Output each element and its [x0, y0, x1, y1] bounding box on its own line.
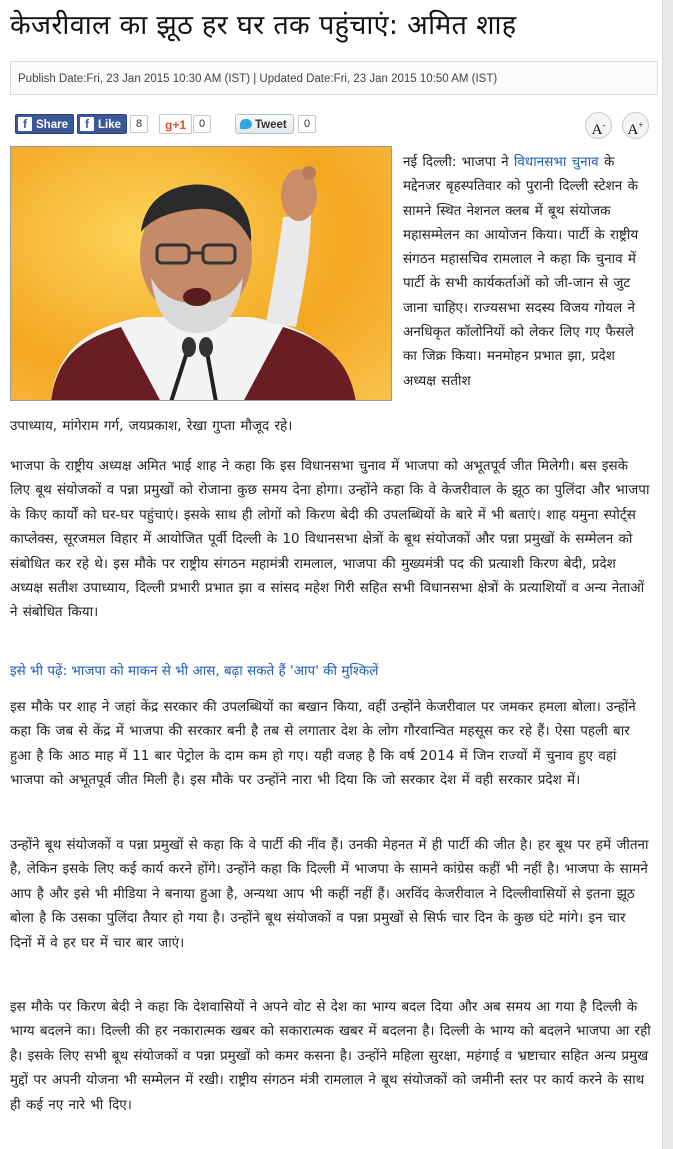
font-decrease-sign: -: [602, 120, 606, 130]
lead-text-rest: के मद्देनजर बृहस्पतिवार को पुरानी दिल्ली स्टेशन के सामने स्थित नेशनल क्लब में बूथ संयोजक महासम्मेलन का आयोजन किया। पार्टी के राष्ट्रीय संगठन महासचिव रामलाल ने कहा कि चुनाव में पार्टी के सभी कार्यकर्ताओं को जी-जान से जुट जाना चाहिए। राज्यसभा सदस्य विजय गोयल ने अनधिकृत कॉलोनियों को लेकर लिए गए फैसले का जिक्र किया। मनमोहन प्रभात झा, प्रदेश अध्यक्ष सतीश: [403, 154, 639, 389]
article-title: केजरीवाल का झूठ हर घर तक पहुंचाएं: अमित शाह: [10, 10, 517, 41]
font-increase-button[interactable]: [622, 112, 649, 139]
lead-text-start: नई दिल्ली: भाजपा ने: [403, 154, 514, 170]
lead-paragraph: [403, 150, 651, 393]
google-plus-button[interactable]: g+1: [159, 114, 192, 134]
amit-shah-speaking-photo: [10, 146, 392, 401]
font-increase-letter: A: [627, 122, 639, 138]
photo-illustration: [11, 147, 392, 401]
facebook-like-label: Like: [98, 119, 122, 131]
google-plus-count: 0: [193, 115, 211, 133]
body-paragraph-4: इस मौके पर किरण बेदी ने कहा कि देशवासियों ने अपने वोट से देश का भाग्य बदल दिया और अब समय आ गया है दिल्ली के भाग्य बदलने का। दिल्ली की हर नकारात्मक खबर को सकारात्मक खबर में बदलना है। दिल्ली के भाग्य को बदलने भाजपा आ रही है। इसके लिए सभी बूथ संयोजकों व पन्ना प्रमुखों को कमर कसना है। उन्होंने महिला सुरक्षा, महंगाई व भ्रष्टाचार सहित अन्य प्रमुख मुद्दों पर अपनी योजना भी सम्मेलन में रखी। राष्ट्रीय संगठन मंत्री रामलाल ने बूथ संयोजकों को जमीनी स्तर पर कार्य करने के साथ ही कई नए नारे भी दिए।: [10, 999, 651, 1113]
font-decrease-button[interactable]: [585, 112, 612, 139]
facebook-icon: f: [80, 117, 94, 131]
facebook-share-label: Share: [36, 119, 68, 131]
font-increase-sign: +: [638, 120, 644, 130]
body-paragraph-3: उन्होंने बूथ संयोजकों व पन्ना प्रमुखों से कहा कि वे पार्टी की नींव हैं। उनकी मेहनत में ही पार्टी की जीत है। हर बूथ पर हमें जीतना है, लेकिन इसके लिए कई कार्य करने होंगे। उन्होंने कहा कि दिल्ली में भाजपा के सामने कांग्रेस कहीं भी नहीं है। भाजपा के सामने आप है और इसे भी मीडिया ने बनाया हुआ है, अन्यथा आप भी कहीं नहीं हैं। अरविंद केजरीवाल ने दिल्लीवासियों से इतना झूठ बोला है कि उसका पुलिंदा तैयार हो गया है। उन्होंने बूथ संयोजकों व पन्ना प्रमुखों से सिर्फ चार दिन के कुछ घंटे मांगे। इन चार दिनों में वे हर घर में चार बार जाएं।: [10, 837, 649, 951]
font-decrease-letter: A: [591, 122, 603, 138]
facebook-like-button[interactable]: [77, 114, 127, 134]
tweet-count: 0: [298, 115, 316, 133]
body-paragraph-1: भाजपा के राष्ट्रीय अध्यक्ष अमित भाई शाह ने कहा कि इस विधानसभा चुनाव में भाजपा को अभूतपूर्व जीत मिलेगी। बस इसके लिए बूथ संयोजकों व पन्ना प्रमुखों को रोजाना कुछ समय देना होगा। उन्होंने कहा कि वे केजरीवाल के झूठ का पुलिंदा और भाजपा के किए कार्यों को घर-घर पहुंचाएं। इसके साथ ही लोगों को किरण बेदी की उपलब्धियों के बारे में भी बताएं। शाह यमुना स्पोर्ट्स काप्लेक्स, सूरजमल विहार में आयोजित पूर्वी दिल्ली के 10 विधानसभा क्षेत्रों के बूथ संयोजकों और पन्ना प्रमुखों के सम्मेलन को संबोधित कर रहे थे। इस मौके पर राष्ट्रीय संगठन महामंत्री रामलाल, भाजपा की मुख्यमंत्री पद की प्रत्याशी किरण बेदी, प्रदेश अध्यक्ष सतीश उपाध्याय, दिल्ली प्रभारी प्रभात झा व सांसद महेश गिरी सहित सभी विधानसभा क्षेत्रों के प्रत्याशियों व अन्य नेताओं ने संबोधित किया।: [10, 458, 650, 621]
facebook-like-count: 8: [130, 115, 148, 133]
body-paragraph-2: इस मौके पर शाह ने जहां केंद्र सरकार की उपलब्धियों का बखान किया, वहीं उन्होंने केजरीवाल पर जमकर हमला बोला। उन्होंने कहा कि जब से केंद्र में भाजपा की सरकार बनी है तब से लगातार देश के लोग गौरवान्वित महसूस कर रहे हैं। ऐसा पहली बार हुआ है कि आठ माह में 11 बार पेट्रोल के दाम कम हो गए। यही वजह है कि वर्ष 2014 में जिन राज्यों में चुनाव हुए वहां भाजपा को अभूतपूर्व जीत मिली है। इस मौके पर उन्होंने नारा भी दिया कि जो सरकार देश में वही सरकार प्रदेश में।: [10, 699, 636, 789]
scrollbar-track[interactable]: [662, 0, 673, 1149]
publish-date-bar: Publish Date:Fri, 23 Jan 2015 10:30 AM (IST) | Updated Date:Fri, 23 Jan 2015 10:50 AM (IST): [10, 61, 658, 95]
share-toolbar: [15, 112, 660, 138]
twitter-bird-icon: [240, 119, 252, 129]
assembly-election-link[interactable]: विधानसभा चुनाव: [513, 154, 599, 170]
tweet-button[interactable]: [235, 114, 294, 134]
lead-paragraph-continued: उपाध्याय, मांगेराम गर्ग, जयप्रकाश, रेखा गुप्ता मौजूद रहे।: [10, 418, 293, 434]
facebook-icon: f: [18, 117, 32, 131]
related-article-link[interactable]: इसे भी पढ़ें: भाजपा को माकन से भी आस, बढ़ा सकते हैं 'आप' की मुश्किलें: [10, 663, 379, 679]
tweet-label: Tweet: [255, 119, 287, 131]
facebook-share-button[interactable]: [15, 114, 74, 134]
